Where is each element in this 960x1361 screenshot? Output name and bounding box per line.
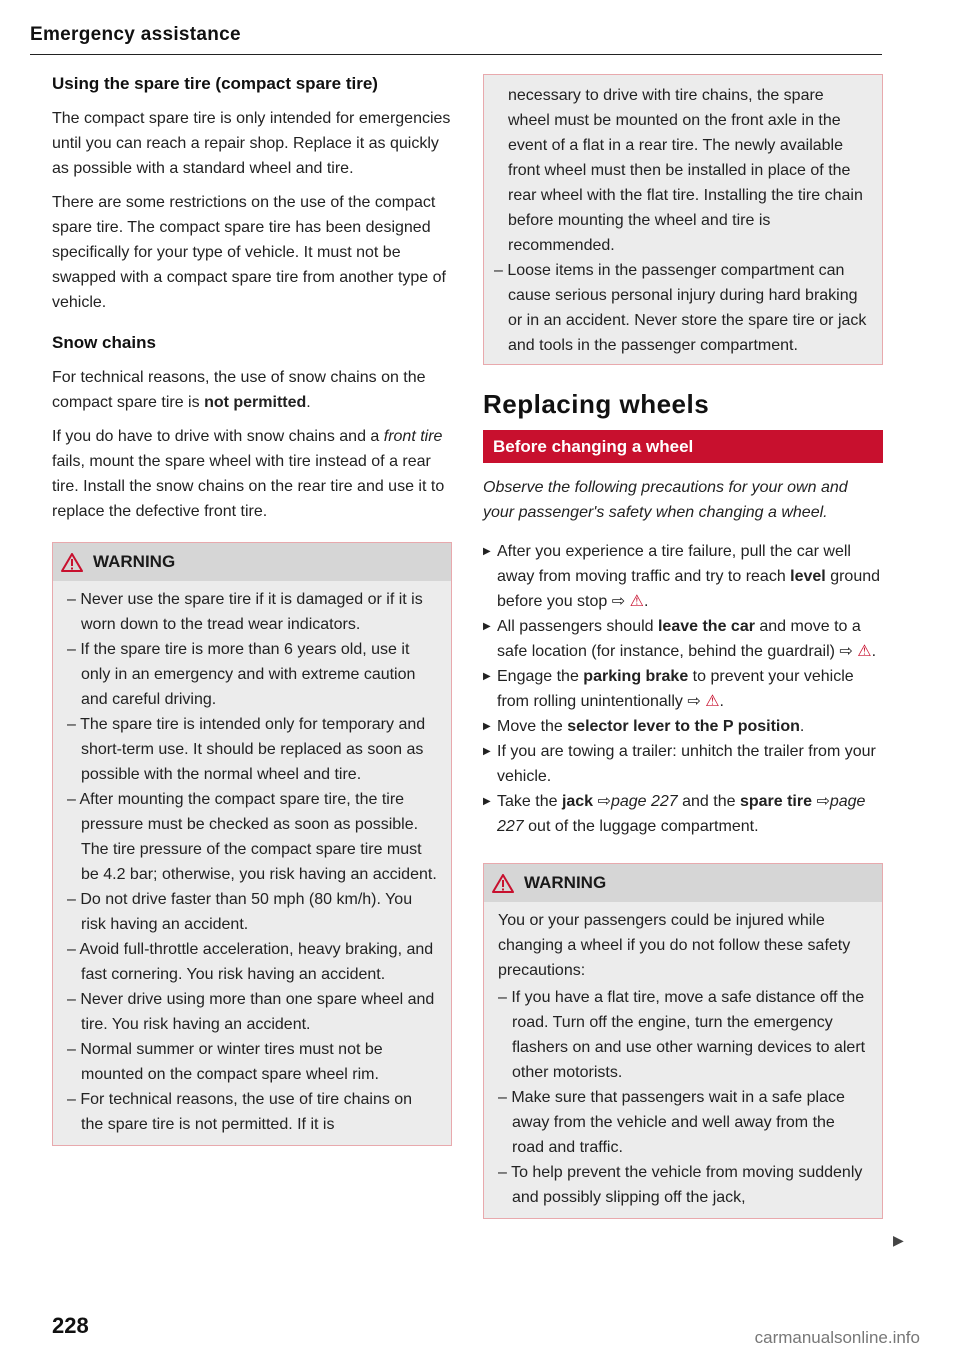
section-title: Emergency assistance	[30, 24, 241, 45]
paragraph: There are some restrictions on the use of the compact spare tire. The compact spare tire has been designed specifically for your type of vehicle. It must not be swapped with a compact spare tire from another type of vehicle.	[52, 194, 446, 311]
right-column	[483, 74, 883, 1219]
warning-item: – Normal summer or winter tires must not be mounted on the compact spare wheel rim.	[67, 1037, 437, 1087]
warning-list	[67, 587, 437, 1137]
warning-triangle-icon[interactable]: ⚠	[705, 693, 720, 710]
steps-list	[483, 539, 883, 839]
step-item: ▶ All passengers should leave the car and move to a safe location (for instance, behind the guardrail) ⇨ ⚠.	[483, 614, 883, 664]
paragraph: The compact spare tire is only intended for emergencies until you can reach a repair shop. Replace it as quickly as possible with a standard wheel and tire.	[52, 110, 451, 177]
warning-body	[53, 581, 451, 1145]
page-number: 228	[52, 1313, 89, 1338]
warning-item: – For technical reasons, the use of tire chains on the spare tire is not permitted. If it is	[67, 1087, 437, 1137]
warning-item: – Loose items in the passenger compartment can cause serious personal injury during hard braking or in an accident. Never store the spare tire or jack and tools in the passenger compartment.	[494, 258, 868, 358]
warning-continuation	[483, 74, 883, 365]
warning-triangle-icon[interactable]: ⚠	[857, 643, 872, 660]
warning-continued-text: necessary to drive with tire chains, the spare wheel must be mounted on the front axle in the event of a flat in a rear tire. The newly available front wheel must then be installed in place of the rear wheel with the flat tire. Installing the tire chain before mounting the wheel and tire is recommended.	[508, 87, 863, 254]
warning-item: – If the spare tire is more than 6 years old, use it only in an emergency and with extreme caution and careful driving.	[67, 637, 437, 712]
step-item: ▶ Move the selector lever to the P position.	[483, 714, 883, 739]
arrow-right-icon: ▶	[483, 546, 491, 557]
warning-item: – Do not drive faster than 50 mph (80 km/h). You risk having an accident.	[67, 887, 437, 937]
arrow-right-icon: ▶	[483, 671, 491, 682]
arrow-right-icon: ▶	[483, 746, 491, 757]
heading-replacing-wheels: Replacing wheels	[483, 389, 710, 419]
warning-triangle-icon	[492, 874, 514, 893]
paragraph: For technical reasons, the use of snow chains on the compact spare tire is not permitted.	[52, 369, 426, 411]
step-item: ▶ After you experience a tire failure, pull the car well away from moving traffic and try to reach level ground before you stop ⇨ ⚠.	[483, 539, 883, 614]
step-item: ▶ Engage the parking brake to prevent your vehicle from rolling unintentionally ⇨ ⚠.	[483, 664, 883, 714]
warning-item: – After mounting the compact spare tire, the tire pressure must be checked as soon as possible. The tire pressure of the compact spare tire must be 4.2 bar; otherwise, you risk having an accident.	[67, 787, 437, 887]
heading-spare-tire: Using the spare tire (compact spare tire)	[52, 74, 378, 93]
warning-item: – Never drive using more than one spare wheel and tire. You risk having an accident.	[67, 987, 437, 1037]
step-item: ▶ If you are towing a trailer: unhitch the trailer from your vehicle.	[483, 739, 883, 789]
page-xref-link[interactable]: ⇨page 227	[597, 793, 678, 810]
heading-snow-chains: Snow chains	[52, 333, 156, 352]
warning-item: – The spare tire is intended only for temporary and short-term use. It should be replaced as soon as possible with the normal wheel and tire.	[67, 712, 437, 787]
subsection-bar: Before changing a wheel	[483, 430, 883, 463]
warning-title: WARNING	[93, 552, 176, 571]
warning-header	[53, 543, 451, 581]
warning-title: WARNING	[524, 873, 607, 892]
warning-triangle-icon[interactable]: ⚠	[629, 593, 644, 610]
warning-intro: You or your passengers could be injured while changing a wheel if you do not follow these safety precautions:	[498, 912, 851, 979]
warning-item: – Avoid full-throttle acceleration, heavy braking, and fast cornering. You risk having an accident.	[67, 937, 437, 987]
intro-text: Observe the following precautions for your own and your passenger's safety when changing a wheel.	[483, 479, 848, 521]
left-column	[52, 74, 452, 1146]
warning-body	[484, 902, 882, 1218]
warning-list	[498, 985, 868, 1210]
step-item: ▶ Take the jack ⇨page 227 and the spare tire ⇨page 227 out of the luggage compartment.	[483, 789, 883, 839]
section-header	[30, 24, 882, 55]
continue-arrow-icon: ▶	[893, 1232, 904, 1248]
warning-item: – Never use the spare tire if it is damaged or if it is worn down to the tread wear indicators.	[67, 587, 437, 637]
arrow-right-icon: ▶	[483, 621, 491, 632]
page-xref-link[interactable]: ⇨page 227	[497, 793, 866, 835]
xref-arrow-icon[interactable]: ⇨	[839, 643, 853, 660]
warning-box	[52, 542, 452, 1146]
warning-box	[483, 863, 883, 1219]
warning-triangle-icon	[61, 553, 83, 572]
paragraph: If you do have to drive with snow chains and a front tire fails, mount the spare wheel with tire instead of a rear tire. Install the snow chains on the rear tire and use it to replace the defective front tire.	[52, 428, 445, 520]
warning-item: – If you have a flat tire, move a safe distance off the road. Turn off the engine, turn the emergency flashers on and use other warning devices to alert other motorists.	[498, 985, 868, 1085]
warning-header	[484, 864, 882, 902]
arrow-right-icon: ▶	[483, 721, 491, 732]
warning-item: – To help prevent the vehicle from moving suddenly and possibly slipping off the jack,	[498, 1160, 868, 1210]
warning-list	[494, 258, 868, 358]
xref-arrow-icon[interactable]: ⇨	[687, 693, 701, 710]
xref-arrow-icon[interactable]: ⇨	[611, 593, 626, 610]
warning-item: – Make sure that passengers wait in a safe place away from the vehicle and well away from the road and traffic.	[498, 1085, 868, 1160]
arrow-right-icon: ▶	[483, 796, 491, 807]
watermark: carmanualsonline.info	[754, 1328, 920, 1347]
